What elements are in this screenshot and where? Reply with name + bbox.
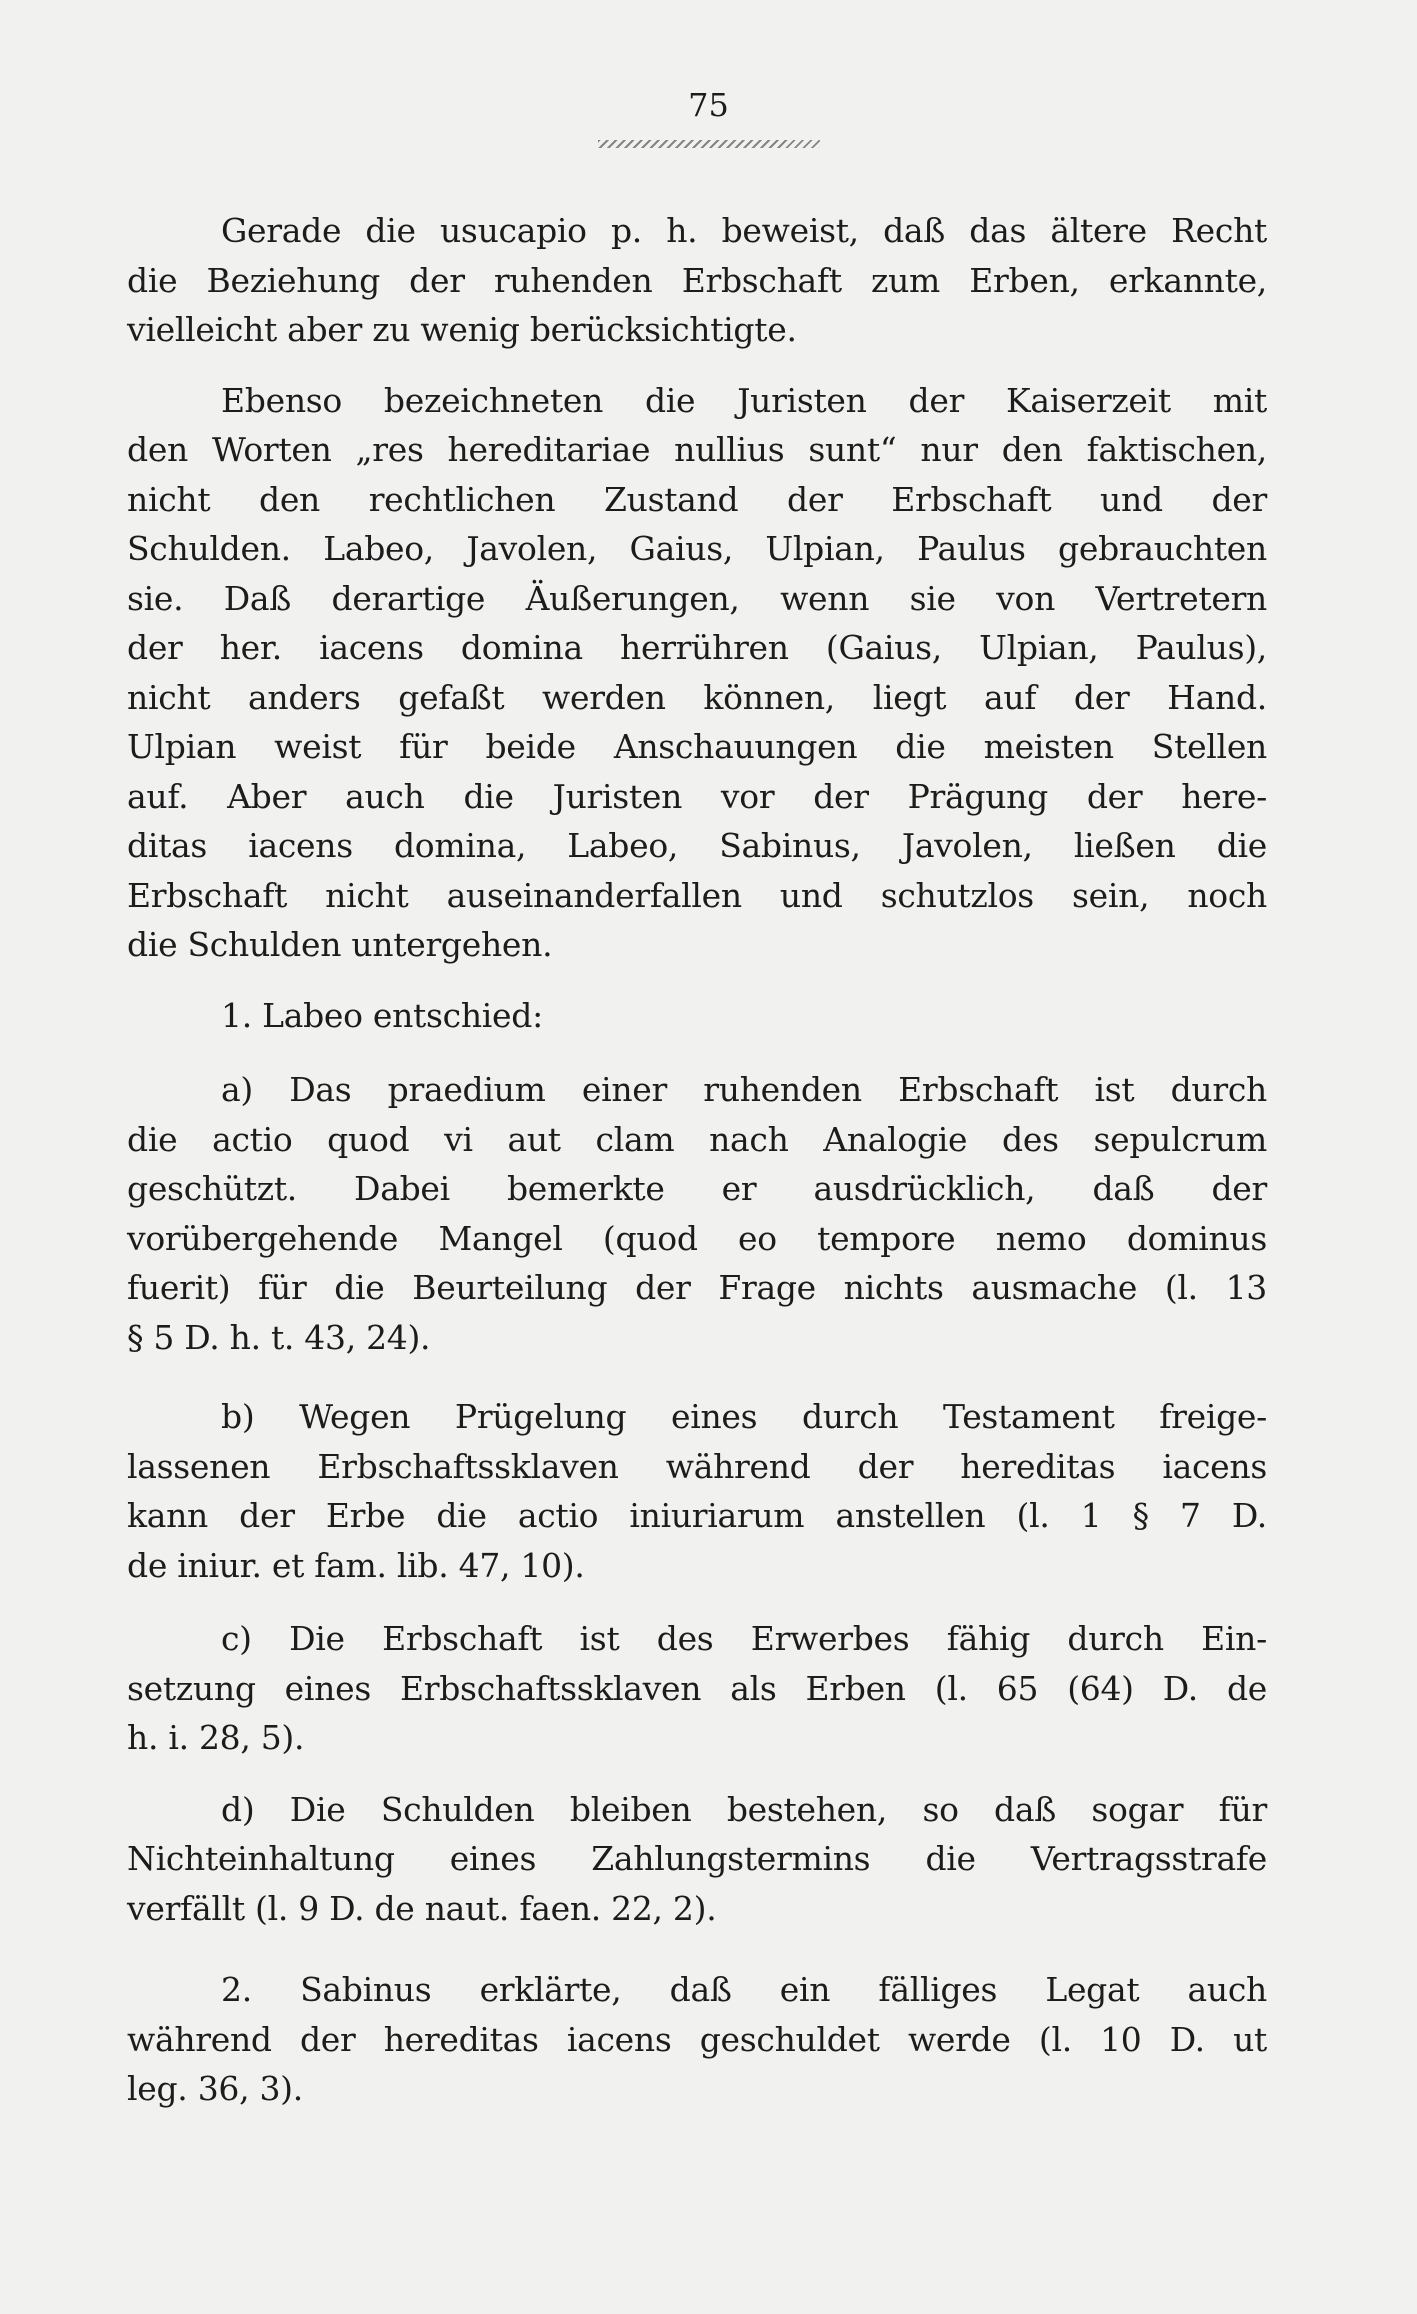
text-line: Ebenso bezeichneten die Juristen der Kaiserzeit mit [221, 380, 1267, 420]
text-line: Ulpian weist für beide Anschauungen die meisten Stellen [127, 727, 1267, 766]
text-line: der her. iacens domina herrühren (Gaius, Ulpian, Paulus), [127, 628, 1267, 667]
paragraph [127, 1614, 1267, 1763]
text-line: die Schulden untergehen. [127, 925, 553, 964]
text-line: Erbschaft nicht auseinanderfallen und schutzlos sein, noch [127, 875, 1267, 915]
text-line: 2. Sabinus erklärte, daß ein fälliges Legat auch [221, 1970, 1267, 2009]
text-line: b) Wegen Prügelung eines durch Testament freige- [221, 1397, 1267, 1436]
text-line: kann der Erbe die actio iniuriarum anstellen (l. 1 § 7 D. [127, 1496, 1267, 1535]
paragraph [127, 376, 1267, 970]
text-line: ditas iacens domina, Labeo, Sabinus, Javolen, ließen die [127, 826, 1267, 865]
text-line: lassenen Erbschaftssklaven während der hereditas iacens [127, 1446, 1267, 1486]
text-line: 1. Labeo entschied: [221, 995, 543, 1035]
text-line: vielleicht aber zu wenig berücksichtigte. [127, 310, 797, 349]
text-line: während der hereditas iacens geschuldet werde (l. 10 D. ut [127, 2019, 1267, 2059]
text-line: den Worten „res hereditariae nullius sunt“ nur den faktischen, [127, 430, 1267, 469]
section-heading [127, 991, 1267, 1041]
text-line: d) Die Schulden bleiben bestehen, so daß sogar für [221, 1789, 1267, 1829]
paragraph [127, 1785, 1267, 1934]
text-line: nicht den rechtlichen Zustand der Erbschaft und der [127, 479, 1267, 519]
page-number: 75 [688, 86, 729, 124]
text-line: a) Das praedium einer ruhenden Erbschaft ist durch [221, 1070, 1267, 1109]
text-line: nicht anders gefaßt werden können, liegt auf der Hand. [127, 677, 1267, 717]
paragraph [127, 1065, 1267, 1362]
text-line: Nichteinhaltung eines Zahlungstermins die Vertragsstrafe [127, 1839, 1267, 1878]
text-line: setzung eines Erbschaftssklaven als Erben (l. 65 (64) D. de [127, 1668, 1267, 1708]
text-line: verfällt (l. 9 D. de naut. faen. 22, 2). [127, 1888, 717, 1928]
text-line: vorübergehende Mangel (quod eo tempore nemo dominus [127, 1218, 1267, 1258]
text-line: geschützt. Dabei bemerkte er ausdrücklich, daß der [127, 1169, 1267, 1208]
ornamental-rule [598, 140, 820, 148]
text-line: die actio quod vi aut clam nach Analogie des sepulcrum [127, 1119, 1267, 1159]
text-line: Schulden. Labeo, Javolen, Gaius, Ulpian, Paulus gebrauchten [127, 529, 1267, 568]
paragraph [127, 1965, 1267, 2114]
text-line: § 5 D. h. t. 43, 24). [127, 1317, 431, 1357]
body-text [127, 206, 1267, 2114]
text-line: c) Die Erbschaft ist des Erwerbes fähig durch Ein- [221, 1619, 1267, 1658]
text-line: leg. 36, 3). [127, 2069, 303, 2108]
text-line: de iniur. et fam. lib. 47, 10). [127, 1545, 585, 1585]
text-line: h. i. 28, 5). [127, 1718, 305, 1757]
text-line: die Beziehung der ruhenden Erbschaft zum Erben, erkannte, [127, 260, 1267, 300]
paragraph [127, 206, 1267, 355]
paragraph [127, 1392, 1267, 1590]
text-line: fuerit) für die Beurteilung der Frage nichts ausmache (l. 13 [127, 1268, 1267, 1307]
text-line: sie. Daß derartige Äußerungen, wenn sie von Vertretern [127, 578, 1267, 618]
text-line: auf. Aber auch die Juristen vor der Prägung der here- [127, 776, 1267, 816]
text-line: Gerade die usucapio p. h. beweist, daß das ältere Recht [221, 211, 1267, 250]
